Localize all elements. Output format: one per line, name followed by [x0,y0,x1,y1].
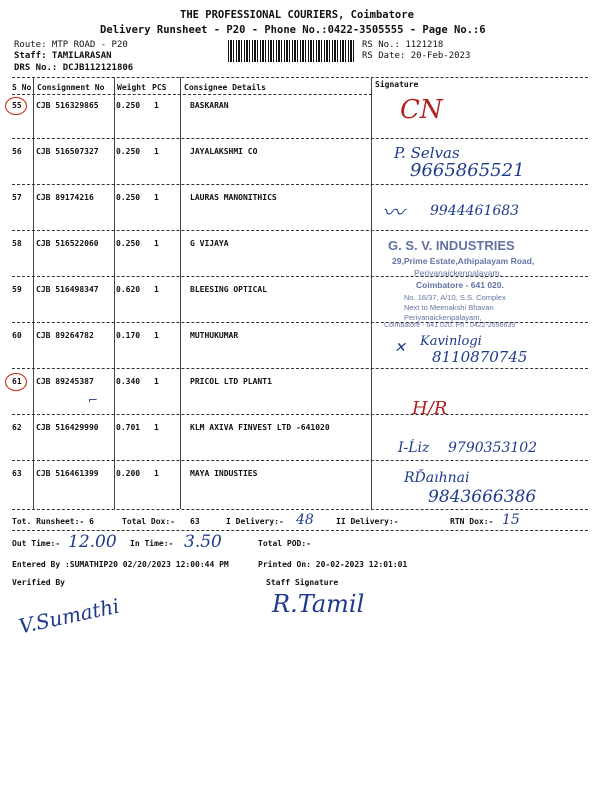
col-header-weight: Weight [117,83,146,92]
col-header-consignee: Consignee Details [184,83,266,92]
row-consignee: BASKARAN [190,101,229,110]
row-sno: 56 [12,147,22,156]
row-phone: 9790353102 [448,440,538,456]
row-consignee: BLEESING OPTICAL [190,285,268,294]
row-phone: 9843666386 [428,487,537,507]
col-header-pcs: PCS [152,83,167,92]
row-phone: 9665865521 [410,160,525,181]
row-signature: H/R [412,398,448,419]
col-divider [180,77,181,509]
rtn-dox-label: RTN Dox:- [450,517,494,526]
row-sno: 55 [12,101,22,110]
row-weight: 0.620 [116,285,141,294]
row-consignment: CJB 516507327 [36,147,99,156]
stamp-company-name: G. S. V. INDUSTRIES [388,238,515,253]
staff-signature: R.Tamil [272,590,365,618]
red-circle-mark [5,97,27,115]
table-bottom-rule [12,509,588,510]
row-pcs: 1 [154,285,159,294]
row-rule [12,460,588,461]
row-consignee: MAYA INDUSTIES [190,469,258,478]
row-rule [12,276,588,277]
row-consignment: CJB 89245387 [36,377,94,386]
red-circle-mark [5,373,27,391]
row-weight: 0.250 [116,193,141,202]
drs-label: DRS No.: DCJB112121806 [14,63,134,73]
out-time-value: 12.00 [68,532,117,552]
row-sno: 58 [12,239,22,248]
i-delivery-value: 48 [296,512,314,528]
stamp-line: Coimbatore - 641 020. [416,280,504,290]
in-time-label: In Time:- [130,539,174,548]
row-consignee: KLM AXIVA FINVEST LTD -641020 [190,423,330,432]
row-phone: 9944461683 [430,203,520,219]
row-signature: Kavinlogi [420,334,482,349]
row-weight: 0.170 [116,331,141,340]
row-consignment: CJB 89174216 [36,193,94,202]
row-rule [12,184,588,185]
stamp-line: 29,Prime Estate,Athipalayam Road, [392,256,535,266]
row-pcs: 1 [154,147,159,156]
cross-mark: ✕ [394,340,406,356]
col-header-sno: S No [12,83,32,92]
verifier-signature: V.Sumathi [16,593,122,639]
tick-mark: ⌐ [88,393,99,407]
row-weight: 0.250 [116,239,141,248]
route-label: Route: MTP ROAD - P20 [14,40,128,50]
row-rule [12,230,588,231]
row-consignment: CJB 89264782 [36,331,94,340]
stamp-line: Periyanaickenpalayam, [414,268,502,278]
row-rule [12,414,588,415]
staff-signature-label: Staff Signature [266,578,339,587]
company-title: THE PROFESSIONAL COURIERS, Coimbatore [180,9,414,21]
printed-on: Printed On: 20-02-2023 12:01:01 [258,560,408,569]
scribble-mark: RĎaıhnai [404,470,470,486]
row-consignee: G VIJAYA [190,239,229,248]
rtn-dox-value: 15 [502,512,520,528]
col-divider [33,77,34,509]
in-time-value: 3.50 [184,532,222,552]
staff-label: Staff: TAMILARASAN [14,51,112,61]
col-divider [114,77,115,509]
row-weight: 0.250 [116,101,141,110]
col-header-consignment: Consignment No [37,83,105,92]
runsheet-subtitle: Delivery Runsheet - P20 - Phone No.:0422-3505555 - Page No.:6 [100,24,486,36]
col-divider [371,77,372,509]
footer-rule [12,530,588,531]
total-dox-value: 63 [190,517,200,526]
row-weight: 0.340 [116,377,141,386]
row-consignment: CJB 516498347 [36,285,99,294]
stamp-line: No. 16/37, A/10, S.S. Complex [404,293,506,302]
row-sno: 61 [12,377,22,386]
row-pcs: 1 [154,469,159,478]
row-weight: 0.200 [116,469,141,478]
row-consignee: JAYALAKSHMI CO [190,147,258,156]
row-consignment: CJB 516429990 [36,423,99,432]
row-sno: 63 [12,469,22,478]
row-consignee: MUTHUKUMAR [190,331,239,340]
row-consignment: CJB 516329865 [36,101,99,110]
row-pcs: 1 [154,101,159,110]
row-pcs: 1 [154,377,159,386]
scribble-mark: 〰 [382,201,405,226]
row-pcs: 1 [154,423,159,432]
row-sno: 57 [12,193,22,202]
row-weight: 0.701 [116,423,141,432]
total-dox-label: Total Dox:- [122,517,175,526]
row-pcs: 1 [154,331,159,340]
row-sno: 60 [12,331,22,340]
row-signature: P. Selvas [394,144,460,162]
table-top-rule [12,77,588,78]
row-rule [12,368,588,369]
row-sno: 59 [12,285,22,294]
row-consignee: LAURAS MANONITHICS [190,193,277,202]
row-rule [12,322,588,323]
row-consignee: PRICOL LTD PLANT1 [190,377,272,386]
out-time-label: Out Time:- [12,539,61,548]
scribble-mark: I-Ĺiz [398,440,430,456]
header-rule [12,94,372,95]
row-weight: 0.250 [116,147,141,156]
total-pod-label: Total POD:- [258,539,311,548]
col-header-signature: Signature [375,80,419,89]
tot-runsheet: Tot. Runsheet:- 6 [12,517,94,526]
verified-by-label: Verified By [12,578,65,587]
i-delivery-label: I Delivery:- [226,517,284,526]
ii-delivery-label: II Delivery:- [336,517,399,526]
rs-date: RS Date: 20-Feb-2023 [362,51,471,61]
entered-by: Entered By :SUMATHIP20 02/20/2023 12:00:44 PM [12,560,229,569]
row-consignment: CJB 516522060 [36,239,99,248]
row-phone: 8110870745 [432,348,528,366]
row-pcs: 1 [154,239,159,248]
rs-number: RS No.: 1121218 [362,40,444,50]
stamp-line: Coimbatore - 641 020. Ph : 0422-2696639 [384,322,516,329]
row-signature: CN [400,95,443,125]
stamp-line: Next to Meenakshi Bhavan [404,303,494,312]
stamp-line: Periyanaickenpalayam, [404,313,482,322]
row-sno: 62 [12,423,22,432]
row-consignment: CJB 516461399 [36,469,99,478]
barcode-image [228,40,356,62]
row-rule [12,138,588,139]
row-pcs: 1 [154,193,159,202]
